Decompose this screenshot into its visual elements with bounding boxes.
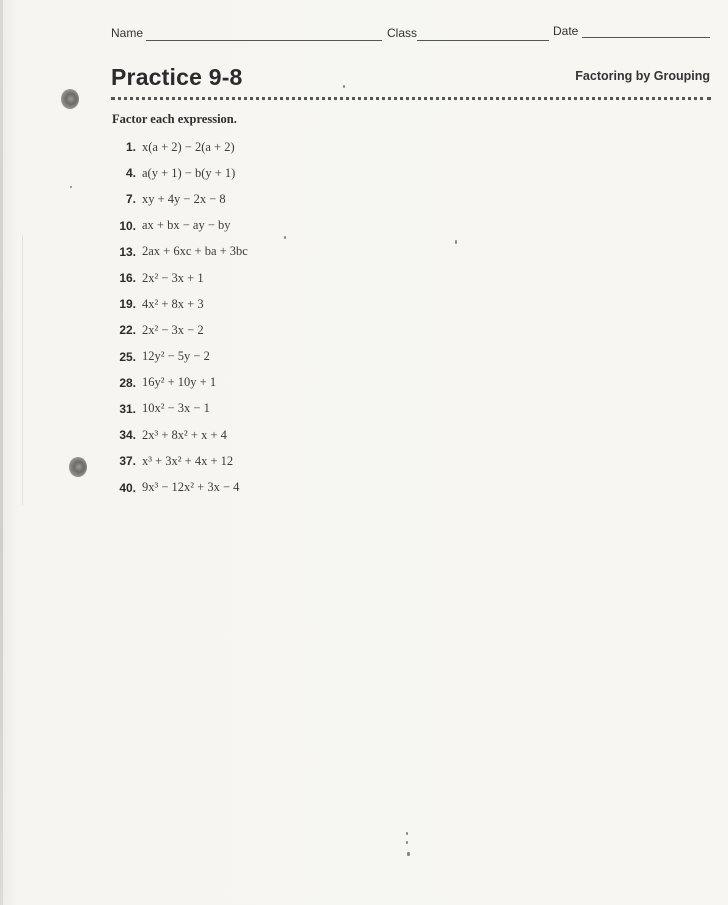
problem-item — [112, 396, 248, 422]
problem-number: 28. — [119, 375, 136, 390]
problem-expression: 9x³ − 12x² + 3x − 4 — [142, 480, 240, 495]
page-title: Practice 9-8 — [111, 64, 243, 90]
problem-number: 31. — [119, 401, 136, 416]
problem-number: 7. — [125, 192, 136, 207]
problem-item — [112, 239, 248, 265]
problem-expression: 2x³ + 8x² + x + 4 — [142, 427, 227, 442]
scan-speck — [343, 85, 345, 88]
margin-mark — [22, 235, 23, 505]
problem-number: 4. — [125, 166, 136, 181]
problem-number: 16. — [119, 271, 136, 286]
name-label: Name — [111, 26, 144, 40]
problem-expression: a(y + 1) − b(y + 1) — [142, 165, 236, 180]
problem-item — [112, 291, 248, 317]
problem-list — [112, 134, 248, 501]
problem-expression: 2x² − 3x + 1 — [142, 270, 204, 285]
problem-item — [112, 422, 248, 448]
problem-expression: x³ + 3x² + 4x + 12 — [142, 453, 234, 468]
page-subtitle: Factoring by Grouping — [575, 69, 710, 83]
problem-item — [112, 160, 248, 186]
problem-number: 13. — [119, 244, 136, 259]
problem-item — [112, 344, 248, 370]
problem-expression: xy + 4y − 2x − 8 — [142, 191, 226, 206]
name-fill-line — [146, 40, 382, 41]
problem-item — [112, 317, 248, 343]
problem-item — [112, 134, 248, 160]
date-label: Date — [553, 24, 579, 38]
scan-speck — [70, 186, 72, 188]
scan-speck — [406, 832, 408, 835]
binder-hole-top — [61, 89, 79, 109]
problem-expression: ax + bx − ay − by — [142, 218, 231, 233]
problem-number: 34. — [119, 428, 136, 443]
problem-item — [112, 265, 248, 291]
scan-speck — [455, 240, 457, 244]
problem-number: 22. — [119, 323, 136, 338]
scan-edge — [0, 0, 3, 905]
problem-expression: 2ax + 6xc + ba + 3bc — [142, 244, 248, 259]
instructions: Factor each expression. — [112, 112, 237, 126]
binder-hole-middle — [69, 457, 87, 477]
scan-speck — [407, 852, 410, 856]
problem-expression: 4x² + 8x + 3 — [142, 296, 204, 311]
problem-item — [112, 370, 248, 396]
problem-number: 37. — [119, 454, 136, 469]
date-fill-line — [582, 37, 710, 38]
problem-item — [112, 448, 248, 474]
problem-number: 1. — [125, 140, 136, 155]
problem-item — [112, 213, 248, 239]
scan-speck — [406, 841, 408, 844]
problem-number: 10. — [119, 218, 136, 233]
problem-item — [112, 474, 248, 500]
problem-number: 25. — [119, 349, 136, 364]
problem-expression: 10x² − 3x − 1 — [142, 401, 210, 416]
problem-number: 40. — [119, 480, 136, 495]
class-fill-line — [417, 40, 549, 41]
problem-item — [112, 186, 248, 212]
problem-expression: 16y² + 10y + 1 — [142, 375, 217, 390]
problem-number: 19. — [119, 297, 136, 312]
scan-speck — [284, 236, 286, 239]
title-divider — [111, 97, 711, 100]
problem-expression: 12y² − 5y − 2 — [142, 349, 210, 364]
problem-expression: x(a + 2) − 2(a + 2) — [142, 139, 235, 154]
problem-expression: 2x² − 3x − 2 — [142, 322, 204, 337]
class-label: Class — [387, 26, 418, 40]
